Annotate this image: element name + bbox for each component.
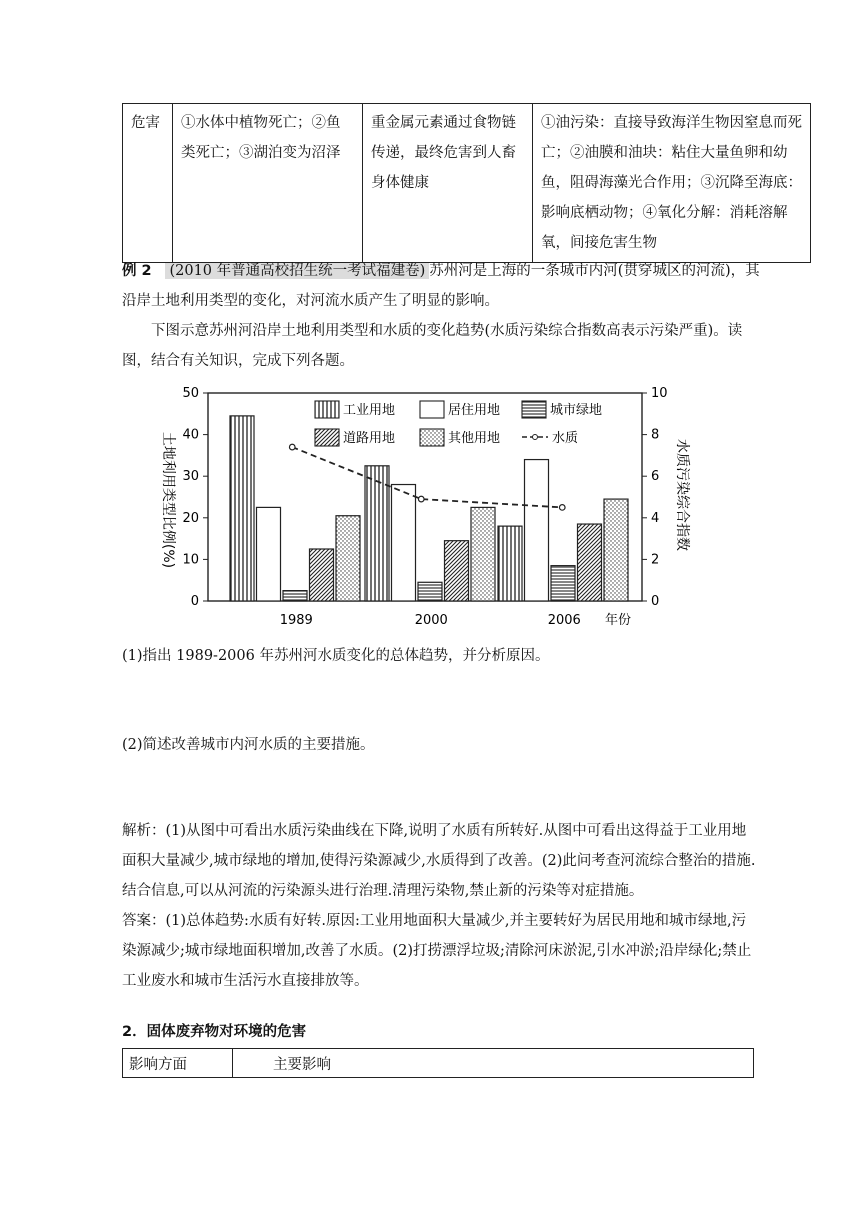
legend-swatch xyxy=(420,429,444,446)
question-1: (1)指出 1989-2006 年苏州河水质变化的总体趋势，并分析原因。 xyxy=(122,648,550,664)
x-axis-label: 年份 xyxy=(605,613,632,628)
plot-area xyxy=(182,386,667,628)
legend-swatch xyxy=(315,429,339,446)
legend-line-marker xyxy=(533,435,538,440)
y-tick-label-left: 10 xyxy=(182,552,199,568)
bar-工业用地 xyxy=(230,416,254,601)
section-heading: 2．固体废弃物对环境的危害 xyxy=(122,1024,307,1040)
bar-城市绿地 xyxy=(283,591,307,601)
harm-table xyxy=(122,103,811,263)
table-cell: ①油污染：直接导致海洋生物因窒息而死亡；②油膜和油块：粘住大量鱼卵和幼鱼，阻碍海藻光合作用；③沉降至海底：影响底栖动物；④氧化分解：消耗溶解氧，间接危害生物 xyxy=(533,104,811,263)
table-row xyxy=(123,104,811,263)
column-header-aspect: 影响方面 xyxy=(123,1049,233,1078)
y-tick-label-right: 4 xyxy=(651,510,660,526)
bar-道路用地 xyxy=(310,549,334,601)
water-quality-point xyxy=(289,444,295,450)
legend-label: 居住用地 xyxy=(448,403,501,418)
example-paragraph xyxy=(122,256,762,316)
legend-label: 城市绿地 xyxy=(550,403,603,418)
bar-道路用地 xyxy=(445,541,469,601)
y-tick-label-right: 8 xyxy=(651,427,660,443)
y-tick-label-right: 2 xyxy=(651,552,660,568)
legend-swatch xyxy=(315,401,339,418)
solid-waste-table xyxy=(122,1048,754,1078)
x-tick-label: 1989 xyxy=(279,613,313,628)
y-tick-label-left: 0 xyxy=(190,594,199,609)
water-quality-point xyxy=(559,505,565,511)
legend-swatch xyxy=(522,401,546,418)
column-header-impact: 主要影响 xyxy=(233,1049,754,1078)
x-tick-label: 2000 xyxy=(414,613,448,628)
legend-label: 工业用地 xyxy=(343,403,396,418)
bar-其他用地 xyxy=(604,499,628,601)
y-tick-label-right: 10 xyxy=(651,386,668,401)
land-use-chart xyxy=(150,380,710,630)
legend-label: 其他用地 xyxy=(448,431,501,446)
y-tick-label-left: 20 xyxy=(182,510,199,526)
legend-swatch xyxy=(420,401,444,418)
example-intro: 苏州河是上海的一条城市内河(贯穿城区的河流)，其沿岸土地利用类型的变化，对河流水质产生了明显的影响。 xyxy=(122,263,760,309)
bar-其他用地 xyxy=(471,507,495,601)
example-label: 例 2 xyxy=(122,263,152,279)
analysis-text: 解析：(1)从图中可看出水质污染曲线在下降,说明了水质有所转好.从图中可看出这得益于工业用地面积大量减少,城市绿地的增加,使得污染源减少,水质得到了改善。(2)此问考查河流综合整治的措施.结合信息,可以从河流的污染源头进行治理.清理污染物,禁止新的污染等对症措施。 xyxy=(122,823,756,899)
legend-label: 道路用地 xyxy=(343,431,396,446)
y-tick-label-right: 0 xyxy=(651,594,660,609)
bar-道路用地 xyxy=(578,524,602,601)
y-tick-label-left: 50 xyxy=(182,386,199,401)
bar-居住用地 xyxy=(525,460,549,601)
table-header-row xyxy=(123,1049,754,1078)
bar-居住用地 xyxy=(257,507,281,601)
x-tick-label: 2006 xyxy=(547,613,581,628)
water-quality-point xyxy=(418,496,424,502)
y-tick-label-left: 40 xyxy=(182,427,199,443)
answer-text: 答案：(1)总体趋势:水质有好转.原因:工业用地面积大量减少,并主要转好为居民用地和城市绿地,污染源减少;城市绿地面积增加,改善了水质。(2)打捞漂浮垃圾;清除河床淤泥,引水冲淤;沿岸绿化;禁止工业废水和城市生活污水直接排放等。 xyxy=(122,913,752,989)
table-cell: 重金属元素通过食物链传递，最终危害到人畜身体健康 xyxy=(363,104,533,263)
bar-其他用地 xyxy=(336,516,360,601)
question-2: (2)简述改善城市内河水质的主要措施。 xyxy=(122,737,375,753)
bar-城市绿地 xyxy=(551,566,575,601)
example-instruction: 下图示意苏州河沿岸土地利用类型和水质的变化趋势(水质污染综合指数高表示污染严重)。读图，结合有关知识，完成下列各题。 xyxy=(122,323,743,369)
y-axis-right-label: 水质污染综合指数 xyxy=(674,439,690,551)
water-quality-line xyxy=(292,447,562,507)
example-source: (2010 年普通高校招生统一考试福建卷) xyxy=(165,263,429,279)
bar-工业用地 xyxy=(365,466,389,601)
y-axis-left-label: 土地利用类型比例(%) xyxy=(160,431,176,569)
y-tick-label-left: 30 xyxy=(182,469,199,485)
legend-label: 水质 xyxy=(552,431,579,446)
bar-居住用地 xyxy=(392,485,416,601)
bar-城市绿地 xyxy=(418,582,442,601)
y-tick-label-right: 6 xyxy=(651,469,660,485)
row-label: 危害 xyxy=(123,104,173,263)
table-cell: ①水体中植物死亡；②鱼类死亡；③湖泊变为沼泽 xyxy=(173,104,363,263)
bar-工业用地 xyxy=(498,526,522,601)
